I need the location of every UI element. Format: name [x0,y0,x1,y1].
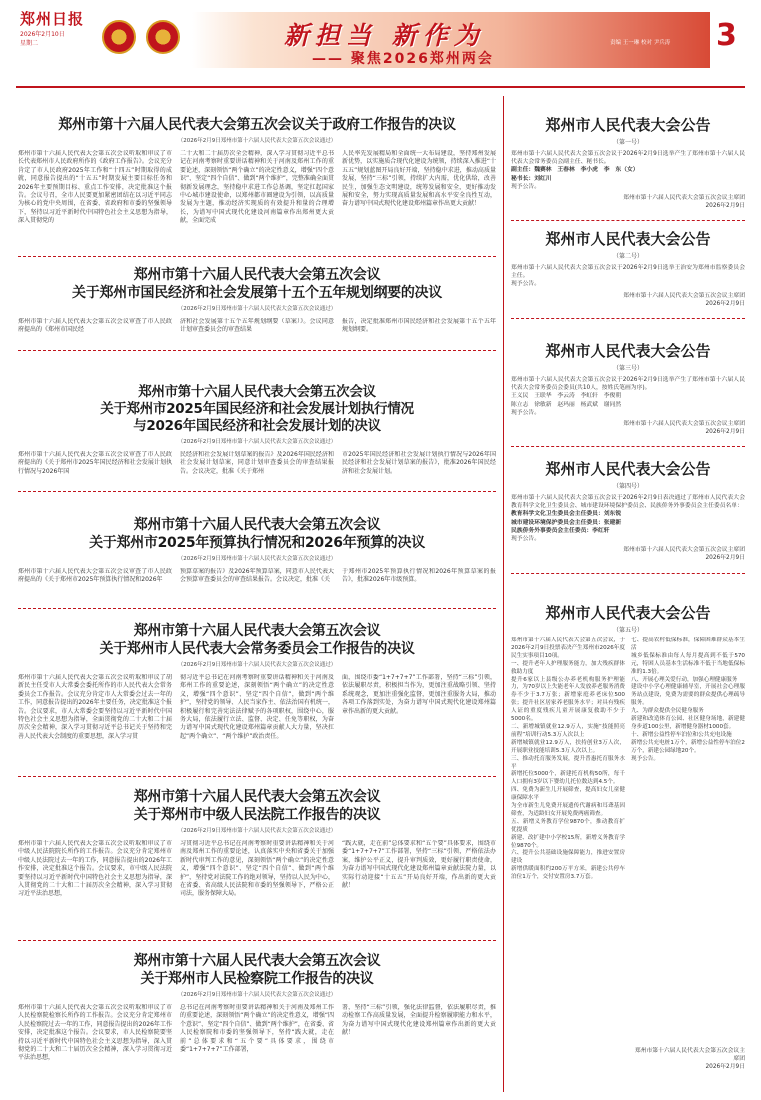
resolution-title: 郑州市第十六届人民代表大会第五次会议 关于郑州市中级人民法院工作报告的决议 [133,789,381,823]
announcement-date: 2026年2月9日 [705,203,745,210]
national-emblem-icon [102,20,136,54]
issue-date [20,30,65,48]
resolution-article [18,114,496,262]
announcement-list: 副主任：魏赛林 王春林 李小虎 李 东（女） 秘书长：刘红川 [511,167,639,182]
newspaper-logo: 郑州日报 [20,10,85,28]
resolution-title: 郑州市第十六届人民代表大会第五次会议 关于郑州市2025年国民经济和社会发展计划执行情况 与2026年国民经济和社会发展计划的决议 [100,384,414,434]
announcement-body: 郑州市第十六届人民代表大会第五次会议于2026年2月9日选举王治安为郑州市监察委员会主任。 [511,265,745,280]
resolution-col: 预算草案的报告》及2026年预算草案，同意市人民代表大会预算审查委员会的审查结果报告。会议决定，批准《关 [180,568,334,584]
editor-credits: 责编 王一琳 校对 尹兵涛 [610,40,671,46]
resolution-col: 郑州市第十六届人民代表大会第五次会议审查了市人民政府提出的《关于郑州市2025年预算执行情况和2026年 [18,568,172,584]
announcement-body: 郑州市第十六届人民代表大会第五次会议于2026年2月9日表决通过了郑州市人民代表大会教育科学文化卫生委员会、城市建设环境保护委员会、民族侨务外事委员会主任委员名单： [511,495,745,510]
page-number: 3 [716,18,737,53]
announcement-tail: 现予公告。 [511,281,540,288]
announcement-number: （第三号） [612,365,643,372]
announcement-tail: 现予公告。 [511,183,540,190]
announcement [511,458,745,586]
resolution-col: 二十大和二十届历次全会精神，深入学习贯彻习近平总书记在河南考察时重要讲话精神和关于河南及郑州工作的重要论述，深刻领悟“两个确立”的决定性意义，增强“四个意识”、坚定“四个自信”、做到“两个维护”，完整准确全面贯彻新发展理念，坚持稳中求进工作总基调，坚定扛起国家中心城市建设使命，以郑州都市圈建设为引领，以高质量发展为主题，推动经济实现质的有效提升和量的合理增长，为谱写中国式现代化建设河南篇章作出郑州更大贡献，全面完成 [180,150,334,225]
banner-subtitle: —— 聚焦2026郑州两会 [312,51,494,67]
resolution-article [18,622,496,784]
article-divider [511,446,745,447]
announcement-body [511,637,745,1077]
announcement-date: 2026年2月9日 [705,555,745,562]
article-divider [511,573,745,574]
article-divider [18,608,496,609]
announcement [511,228,745,332]
resolution-col: 面，围绕市委“1+7+7+7”工作部署，坚持“三标”引领，依法履职尽责，积极担当作为，更加注重战略引领、坚持系统观念，更加注重强化监督，更加注重服务大局，推动各项工作落到实处，为奋力谱写中国式现代化建设郑州篇章作出新的更大贡献。 [342,674,496,715]
resolution-body [18,150,496,250]
article-divider [18,776,496,777]
resolution-col: 于郑州市2025年预算执行情况和2026年预算草案的报告》，批准2026年市级预算。 [342,568,496,584]
announcement-number: （第五号） [612,627,643,634]
resolution-col: 总书记在河南考察时重要讲话精神和关于河南及郑州工作的重要论述，深刻领悟“两个确立”的决定性意义，增强“四个意识”、坚定“四个自信”、做到“两个维护”，在省委、省人民检察院和市委的坚强领导下，坚持“践大就，走在前”总体要求和“五个要”具体要求，围绕市委“1+7+7+7”工作部署， [180,1004,334,1054]
resolution-col: 郑州市第十六届人民代表大会第五次会议听取和审议了市中级人民法院院长所作的工作报告。会议充分肯定郑州市中级人民法院过去一年的工作，同意报告提出的2026年工作安排，决定批准这个报告。会议要求，市中级人民法院要坚持以习近平新时代中国特色社会主义思想为指导，深入贯彻党的二十大和二十届历次全会精神，深入学习贯彻习近平法治思想， [18,840,172,898]
resolution-body [18,318,496,344]
resolution-subtitle: （2026年2月9日郑州市第十六届人民代表大会第五次会议通过） [177,306,337,312]
announcement-signature: 郑州市第十六届人民代表大会第五次会议主席团 [623,292,745,299]
announcement-title: 郑州市人民代表大会公告 [545,460,711,478]
announcement-number: （第四号） [612,483,643,490]
announcement-list: 教育科学文化卫生委员会主任委员：刘东锐 城市建设环境保护委员会主任委员：张建新 民族侨务外事委员会主任委员：李红轩 [511,511,622,534]
banner-title: 新担当 新作为 [284,21,485,50]
announcement-list: 王义民 王联华 李云涛 李虹轩 李俊朝 陈立志 徐敏新 赵玛丽 杨武斌 谢同然 [511,393,622,408]
right-column [511,94,745,1090]
resolution-col: 郑州市第十六届人民代表大会第五次会议听取和审议了胡新民主任受市人大常委会委托所作的市人民代表大会常务委员会工作报告。会议充分肯定市人大常委会过去一年的工作，同意报告提出的2026年主要任务，决定批准这个报告。会议要求，市人大常委会要坚持以习近平新时代中国特色社会主义思想为指导，全面贯彻党的二十大和二十届历次全会精神，深入学习贯彻习近平总书记关于坚持和完善人民代表大会制度的重要思想，深入学习贯 [18,674,172,740]
announcement-body: 郑州市第十六届人民代表大会第五次会议于2026年2月9日选举产生了郑州市第十六届人民代表大会常务委员会委员(共10人，按姓氏笔画为序)。 [511,377,745,392]
announcement-tail: 现予公告。 [511,409,540,416]
issue-date-line1: 2026年2月10日 [20,31,65,38]
article-divider [18,256,496,257]
announcement-title: 郑州市人民代表大会公告 [545,342,711,360]
resolution-subtitle: （2026年2月9日郑州市第十六届人民代表大会第五次会议通过） [177,556,337,562]
left-column [18,94,496,1090]
issue-date-line2: 星期二 [20,40,39,47]
resolution-article [18,384,496,512]
announcement-signature: 郑州市第十六届人民代表大会第五次会议主席团 [623,195,745,202]
announcement-col: 七、提高农村低保标准，保障困难群众基本生活 城乡低保标准由每人每月提高到不低于570元，特困人员基本生活标准不低于当地低保标准的1.3倍。 八、开展心理关爱行动，加强心理健康服务 建设中小学心理健康辅导室，开展社会心理服务站点建设，免费为需要的群众提供心理疏导服务。 九、为群众提供全民健身服务 新建和改造体育公园、社区健身场地，新建健身步道100公里，新增健身器材1000套。 十、新增公益性停车泊位和公共充电设施 新增公共充电桩1万个，新增公益性停车泊位2万个，新建公园绿地20个。 现予公告。 [631,637,745,762]
announcement-date: 2026年2月9日 [705,429,745,436]
announcement-body: 郑州市第十六届人民代表大会第五次会议于2026年2月9日选举产生了郑州市第十六届人民代表大会常务委员会副主任、秘书长。 [511,151,745,166]
announcement-signature: 郑州市第十六届人民代表大会第五次会议主席团 [623,547,745,554]
resolution-subtitle: （2026年2月9日郑州市第十六届人民代表大会第五次会议通过） [177,992,337,998]
announcement [511,602,745,1090]
page-banner [192,12,710,68]
resolution-subtitle: （2026年2月9日郑州市第十六届人民代表大会第五次会议通过） [177,662,337,668]
announcement [511,114,745,222]
resolution-article [18,516,496,618]
resolution-col: 民经济和社会发展计划草案的报告》及2026年国民经济和社会发展计划草案，同意计划审查委员会的审查结果报告。会议决定，批准《关于郑州 [180,451,334,475]
resolution-title: 郑州市第十六届人民代表大会第五次会议 关于郑州市人民检察院工作报告的决议 [133,953,381,987]
resolution-col: 郑州市第十六届人民代表大会第五次会议审查了市人民政府提出的《郑州市国民经 [18,318,172,334]
resolution-col: 郑州市第十六届人民代表大会第五次会议听取和审议了市长代表郑州市人民政府所作的《政府工作报告》。会议充分肯定了市人民政府2025年工作和“十四五”时期取得的成就，同意报告提出的“十五五”时期发展主要目标任务和2026年主要预期目标、重点工作安排，决定批准这个报告。会议号召，全市人民要更加紧密团结在以习近平同志为核心的党中央周围，在省委、省政府和市委的坚强领导下，坚持以习近平新时代中国特色社会主义思想为指导，深入贯彻党的 [18,150,172,225]
article-divider [511,318,745,319]
announcement-title: 郑州市人民代表大会公告 [545,116,711,134]
announcement-title: 郑州市人民代表大会公告 [545,604,711,622]
page-header [0,0,761,92]
announcement [511,340,745,448]
resolution-col: “践大就，走在前”总体要求和“五个要”具体要求，围绕市委“1+7+7+7”工作部署，坚持“三标”引领，严格依法办案，维护公平正义，提升审判质效，更好履行职责使命，为奋力谱写中国式现代化建设郑州篇章贡献法院力量，以实际行动迎接“十五五”开局良好开端，作出新的更大贡献！ [342,840,496,890]
resolution-col: 济和社会发展第十五个五年规划纲要（草案）》。会议同意计划审查委员会的审查结果 [180,318,334,334]
article-divider [18,491,496,492]
announcement-title: 郑州市人民代表大会公告 [545,230,711,248]
header-divider [16,86,745,88]
article-divider [18,940,496,941]
resolution-col: 习贯彻习近平总书记在河南考察时重要讲话精神和关于河南及郑州工作的重要论述，认真落实中央和省委关于加强新时代审判工作的意见，深刻领悟“两个确立”的决定性意义，增强“四个意识”、坚定“四个自信”、做到“两个维护”，坚持党对法院工作的绝对领导，坚持以人民为中心，在省委、省高级人民法院和市委的坚强领导下，严格公正司法，服务保障大局。 [180,840,334,898]
resolution-col: 报告，决定批准郑州市国民经济和社会发展第十五个五年规划纲要。 [342,318,496,334]
resolution-col: 署，坚持“三标”引领，强化法律监督，依法履职尽责，推动检察工作高质量发展，全面提升检察履职能力和水平，为奋力谱写中国式现代化建设郑州篇章作出新的更大贡献！ [342,1004,496,1037]
article-divider [18,350,496,351]
resolution-col: 市2025年国民经济和社会发展计划执行情况与2026年国民经济和社会发展计划草案的报告》，批准2026年国民经济和社会发展计划。 [342,451,496,475]
resolution-article [18,788,496,948]
resolution-col: 彻习近平总书记在河南考察时重要讲话精神和关于河南及郑州工作的重要论述，深刻领悟“两个确立”的决定性意义，增强“四个意识”、坚定“四个自信”，做到“两个维护”，坚持党的领导、人民当家作主、依法治国有机统一，积极履行和完善宪法法律赋予的各项职权，围绕中心，服务大局，依法履行立法、监督、决定、任免等职权，为奋力谱写中国式现代化建设郑州篇章贡献人大力量，坚决扛起“两个确立”、“两个维护”政治责任。 [180,674,334,740]
congress-emblem-icon [146,20,180,54]
announcement-tail: 现予公告。 [511,536,540,543]
resolution-article [18,952,496,1088]
article-divider [511,220,745,221]
resolution-body [18,451,496,485]
resolution-body [18,1004,496,1080]
resolution-subtitle: （2026年2月9日郑州市第十六届人民代表大会第五次会议通过） [177,828,337,834]
announcement-date: 2026年2月9日 [705,300,745,307]
resolution-body [18,674,496,770]
announcement-number: （第一号） [612,139,643,146]
resolution-title: 郑州市第十六届人民代表大会第五次会议 关于郑州市国民经济和社会发展第十五个五年规划纲要的决议 [72,267,442,301]
column-divider [503,96,504,1092]
announcement-col: 郑州市第十六届人民代表大会第五次会议，于2026年2月9日投票表决产生郑州市2026年度民生实事项目10项。 一、提升老年人护理服务能力，加大残疾群体救助力度 提升6家以上县级公办养老机构服务护理能力，为70岁以上失能老年人发放养老服务消费券不少于3.7万张；新增家庭养老床位500张；提升社区居家养老服务水平；对具有残疾人证的重度残疾儿童开展康复救助不少于5000名。 二、新增城镇就业12.9万人，实施“技能照亮前程”培训行动5.3万人次以上 新增城镇就业12.9万人，扶持创业3万人次，开展职业技能培训5.3万人次以上。 三、推动托育服务发展，提升普惠托育服务水平 新增托位5000个，新建托育机构50所，每千人口拥有3岁以下婴幼儿托位数达到4.5个。 四、免费为新生儿开展筛查，提高妇女儿童健康保障水平 为全市新生儿免费开展遗传代谢病和耳聋基因筛查，为适龄妇女开展免费两癌筛查。 五、新增义务教育学位9870个，推动教育扩优提质 新建、改扩建中小学校15所，新增义务教育学位9870个。 六、提升公共基础设施保障能力，推进安置房建设 新增供暖面积约200万平方米，新建公共停车泊位1万个，交付安置房3.7万套。 [511,637,625,881]
resolution-body [18,568,496,602]
resolution-title: 郑州市第十六届人民代表大会第五次会议 关于郑州市人民代表大会常务委员会工作报告的决议 [99,623,415,657]
resolution-subtitle: （2026年2月9日郑州市第十六届人民代表大会第五次会议通过） [177,439,337,445]
announcement-signature: 郑州市第十六届人民代表大会第五次会议主席团 [623,421,745,428]
announcement-number: （第二号） [612,253,643,260]
resolution-col: 人民率先发展精局和全面统一大布局建设，坚持郑州发展新优势，以实施质合现代化建设为统领，持续深入推进“十五五”规划蓝图开局良好开端，坚持稳中求进，推动高质量发展，坚持“三标”引领，持续扩大内需，优化供给，改善民生，加强生态文明建设，统筹发展和安全，更好推动发展和安全，努力实现高质量发展和高水平安全良性互动，奋力谱写中国式现代化建设郑州篇章作出更大贡献！ [342,150,496,208]
resolution-title: 郑州市第十六届人民代表大会第五次会议 关于郑州市2025年预算执行情况和2026年预算的决议 [89,517,425,551]
announcement-signature: 郑州市第十六届人民代表大会第五次会议主席团 2026年2月9日 [634,1048,745,1071]
resolution-col: 郑州市第十六届人民代表大会第五次会议审查了市人民政府提出的《关于郑州市2025年国民经济和社会发展计划执行情况与2026年国 [18,451,172,475]
resolution-col: 郑州市第十六届人民代表大会第五次会议听取和审议了市人民检察院检察长所作的工作报告。会议充分肯定郑州市人民检察院过去一年的工作，同意报告提出的2026年工作安排，决定批准这个报告。会议要求，市人民检察院要坚持以习近平新时代中国特色社会主义思想为指导，深入贯彻党的二十大和二十届历次全会精神，深入学习贯彻习近平法治思想， [18,1004,172,1062]
resolution-article [18,266,496,380]
resolution-body [18,840,496,934]
resolution-subtitle: （2026年2月9日郑州市第十六届人民代表大会第五次会议通过） [177,138,337,144]
resolution-title: 郑州市第十六届人民代表大会第五次会议关于政府工作报告的决议 [58,117,456,133]
